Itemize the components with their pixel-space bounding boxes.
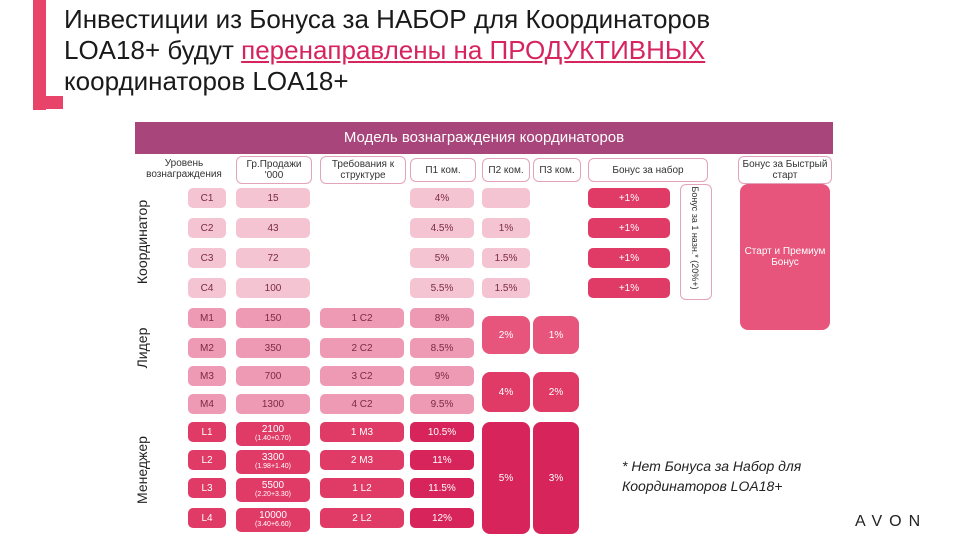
row-sales-cell [236, 394, 310, 414]
row-sales-text: 5500 [261, 480, 285, 491]
avon-logo: AVON [855, 513, 928, 530]
page-title [64, 4, 904, 97]
row-sales-sub: (1.40+0.70) [255, 435, 291, 442]
row-level-text: C3 [200, 252, 214, 264]
row-p1-text: 4.5% [430, 222, 454, 234]
row-req-cell [320, 508, 404, 528]
row-level-cell [188, 450, 226, 470]
row-level-text: L3 [201, 482, 213, 494]
row-level-cell [188, 394, 226, 414]
row-sales-cell [236, 248, 310, 268]
row-sales-cell [236, 218, 310, 238]
row-recruit-cell [588, 278, 670, 298]
row-level-text: L4 [201, 512, 213, 524]
accent-bar-foot [33, 96, 63, 109]
model-title-bar: Модель вознаграждения координаторов [135, 122, 833, 154]
row-p1-cell [410, 366, 474, 386]
row-sales-cell [236, 338, 310, 358]
m12-p2-cell: 2% [482, 316, 530, 354]
row-level-text: C2 [200, 222, 214, 234]
row-p1-text: 10.5% [427, 426, 457, 438]
row-p2-text: 1.5% [494, 252, 518, 264]
row-p1-text: 9% [434, 370, 450, 382]
row-p1-cell [410, 338, 474, 358]
row-sales-cell [236, 422, 310, 446]
row-p2-text: 1.5% [494, 282, 518, 294]
row-sales-text: 2100 [261, 424, 285, 435]
row-level-text: M1 [200, 312, 214, 324]
row-p1-cell [410, 278, 474, 298]
row-p2-cell [482, 278, 530, 298]
row-req-cell [320, 366, 404, 386]
m34-p2-cell: 4% [482, 372, 530, 412]
row-p1-cell [410, 218, 474, 238]
row-level-cell [188, 422, 226, 442]
fast-start-cell: Старт и Премиум Бонус [740, 184, 830, 330]
row-p1-cell [410, 188, 474, 208]
row-p1-text: 11.5% [428, 482, 456, 494]
row-req-text: 4 C2 [351, 398, 373, 410]
row-level-text: M3 [200, 370, 214, 382]
row-recruit-text: +1% [618, 282, 640, 294]
title-line-2-underlined: перенаправлены на ПРОДУКТИВНЫХ [241, 35, 706, 65]
row-sales-wrapper [255, 425, 291, 443]
row-level-text: L1 [201, 426, 213, 438]
row-recruit-cell [588, 248, 670, 268]
row-p1-cell [410, 450, 474, 470]
l-p2-cell: 5% [482, 422, 530, 534]
row-p1-text: 8.5% [430, 342, 454, 354]
footnote: * Нет Бонуса за Набор для Координаторов LOA18+ [622, 458, 802, 494]
row-level-cell [188, 308, 226, 328]
row-p1-cell [410, 422, 474, 442]
row-level-cell [188, 188, 226, 208]
row-req-text: 1 C2 [351, 312, 373, 324]
row-sales-text: 100 [264, 282, 282, 294]
row-recruit-text: +1% [618, 192, 640, 204]
row-sales-cell [236, 278, 310, 298]
row-level-cell [188, 248, 226, 268]
header-level: Уровень вознаграждения [146, 158, 222, 180]
row-p1-text: 9.5% [430, 398, 454, 410]
m34-p3-cell: 2% [533, 372, 579, 412]
row-level-cell [188, 508, 226, 528]
group-label-coordinator: Координатор [134, 199, 150, 285]
row-level-text: C4 [200, 282, 214, 294]
row-p1-text: 5% [434, 252, 450, 264]
row-req-text: 2 M3 [350, 454, 374, 466]
row-level-cell [188, 218, 226, 238]
row-p1-cell [410, 394, 474, 414]
row-p2-cell [482, 188, 530, 208]
title-line-1: Инвестиции из Бонуса за НАБОР для Координаторов [64, 4, 711, 34]
recruit-vertical-text: Бонус за 1 назн.* (20%+) [690, 186, 700, 290]
row-sales-text: 350 [264, 342, 282, 354]
row-sales-text: 15 [267, 192, 279, 204]
row-p2-text: 1% [498, 222, 514, 234]
row-p1-text: 12% [431, 512, 452, 524]
row-level-cell [188, 278, 226, 298]
row-p1-cell [410, 478, 474, 498]
row-level-cell [188, 338, 226, 358]
accent-bar [33, 0, 46, 110]
header-sales: Гр.Продажи '000 [236, 156, 312, 184]
row-recruit-cell [588, 188, 670, 208]
row-level-text: L2 [201, 454, 213, 466]
row-sales-cell [236, 308, 310, 328]
row-recruit-cell [588, 218, 670, 238]
row-p1-text: 5.5% [430, 282, 454, 294]
row-level-cell [188, 366, 226, 386]
group-label-leader: Лидер [134, 327, 150, 369]
row-sales-text: 43 [267, 222, 279, 234]
row-sales-cell [236, 188, 310, 208]
title-line-3: координаторов LOA18+ [64, 66, 349, 96]
row-sales-wrapper [255, 453, 291, 471]
row-sales-wrapper [255, 511, 291, 529]
row-sales-text: 150 [264, 312, 282, 324]
row-req-cell [320, 478, 404, 498]
row-req-cell [320, 338, 404, 358]
row-sales-text: 700 [264, 370, 282, 382]
row-req-cell [320, 422, 404, 442]
row-recruit-text: +1% [618, 222, 640, 234]
row-p1-cell [410, 308, 474, 328]
header-p2: П2 ком. [482, 158, 530, 182]
row-req-text: 3 C2 [351, 370, 373, 382]
row-level-text: M2 [200, 342, 214, 354]
header-p3: П3 ком. [533, 158, 581, 182]
row-req-cell [320, 308, 404, 328]
row-sales-cell [236, 450, 310, 474]
row-p1-cell [410, 508, 474, 528]
row-p1-cell [410, 248, 474, 268]
row-recruit-text: +1% [618, 252, 640, 264]
row-level-text: C1 [200, 192, 214, 204]
row-sales-cell [236, 508, 310, 532]
row-sales-cell [236, 366, 310, 386]
row-sales-text: 72 [267, 252, 279, 264]
header-fast-start: Бонус за Быстрый старт [738, 156, 832, 184]
row-level-text: M4 [200, 398, 214, 410]
title-line-2-prefix: LOA18+ будут [64, 35, 242, 65]
title-line-2 [64, 35, 904, 66]
header-requirements: Требования к структуре [320, 156, 406, 184]
m12-p3-cell: 1% [533, 316, 579, 354]
row-p1-text: 8% [434, 312, 450, 324]
row-sales-cell [236, 478, 310, 502]
group-label-manager: Менеджер [134, 436, 150, 504]
row-sales-wrapper [255, 481, 291, 499]
row-sales-text: 3300 [261, 452, 285, 463]
row-sales-sub: (1.98+1.40) [255, 463, 291, 470]
row-sales-text: 1300 [261, 398, 285, 410]
row-sales-sub: (2.20+3.30) [255, 491, 291, 498]
row-req-text: 1 L2 [352, 482, 372, 494]
header-p1: П1 ком. [410, 158, 476, 182]
row-req-cell [320, 394, 404, 414]
row-req-text: 2 C2 [351, 342, 373, 354]
row-sales-text: 10000 [259, 510, 287, 521]
row-p2-cell [482, 248, 530, 268]
row-sales-sub: (3.40+6.60) [255, 521, 291, 528]
row-p1-text: 11% [432, 454, 452, 466]
row-p1-text: 4% [434, 192, 450, 204]
row-req-cell [320, 450, 404, 470]
header-recruit-bonus: Бонус за набор [588, 158, 708, 182]
row-level-cell [188, 478, 226, 498]
l-p3-cell: 3% [533, 422, 579, 534]
row-p2-cell [482, 218, 530, 238]
row-req-text: 2 L2 [352, 512, 372, 524]
row-req-text: 1 M3 [350, 426, 374, 438]
